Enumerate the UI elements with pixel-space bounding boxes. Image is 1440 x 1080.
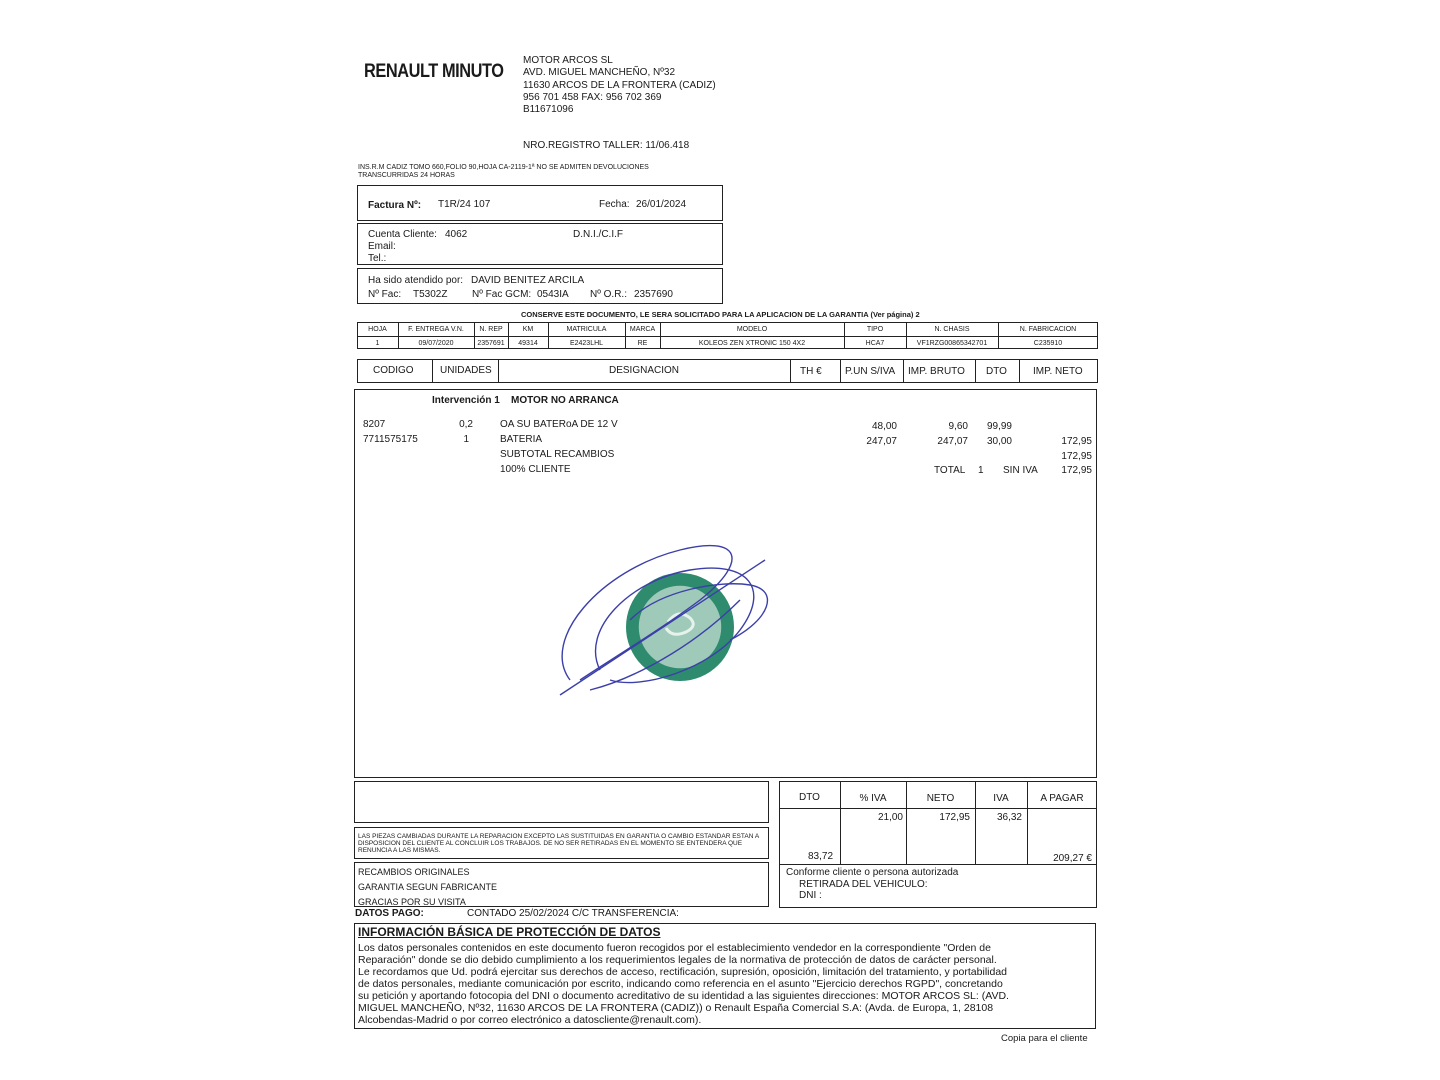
totals-apagar-header: A PAGAR <box>1040 793 1084 804</box>
privacy-line: Los datos personales contenidos en este documento fueron recogidos por el establecimiento vendedor en la correspondiente "Orden de <box>358 942 991 954</box>
legal-line-2: TRANSCURRIDAS 24 HORAS <box>358 172 455 179</box>
line-dto: 99,99 <box>986 421 1012 432</box>
totals-apagar: 209,27 € <box>1053 853 1092 864</box>
privacy-line: su petición y aportando fotocopia del DNI o documento acreditativo de su identidad a las siguientes direcciones: MOTOR ARCOS SL: (AVD. <box>358 990 1009 1002</box>
client-account: 4062 <box>445 229 468 240</box>
note-item: GRACIAS POR SU VISITA <box>358 897 466 907</box>
subtotal-value: 172,95 <box>1061 451 1092 462</box>
total-siniva: SIN IVA <box>1003 465 1038 476</box>
col-bruto: IMP. BRUTO <box>908 366 965 377</box>
vehicle-header-cell: N. FABRICACION <box>1019 326 1077 333</box>
invoice-box <box>357 185 723 221</box>
disclaimer-text: LAS PIEZAS CAMBIADAS DURANTE LA REPARACION EXCEPTO LAS SUSTITUIDAS EN GARANTIA O CAMBIO ESTANDAR ESTAN A DISPOSICION DEL CLIENTE AL CONCLUIR LOS TRABAJOS. DE NO SER RETIRADAS EN EL MOMENTO SE ENTENDERA QUE RENUNCIA A LAS MISMAS. <box>358 833 759 854</box>
line-bruto: 247,07 <box>937 436 968 447</box>
subtotal-label: SUBTOTAL RECAMBIOS <box>500 449 615 460</box>
conforme-line3: DNI : <box>799 890 822 901</box>
privacy-box <box>354 923 1096 1029</box>
vehicle-header-cell: MATRICULA <box>566 326 607 333</box>
vehicle-value-cell: 2357691 <box>477 340 505 347</box>
vehicle-value-cell: RE <box>637 340 648 347</box>
invoice-number-label: Factura Nº: <box>368 200 422 211</box>
invoice-date: 26/01/2024 <box>636 199 687 210</box>
workshop-registry: NRO.REGISTRO TALLER: 11/06.418 <box>523 140 690 151</box>
company-phone: 956 701 458 FAX: 956 702 369 <box>523 92 662 103</box>
signature-stamp <box>540 530 800 710</box>
col-designacion: DESIGNACION <box>609 365 680 376</box>
totals-iva: 36,32 <box>996 812 1022 823</box>
company-address2: 11630 ARCOS DE LA FRONTERA (CADIZ) <box>523 80 716 91</box>
company-name: MOTOR ARCOS SL <box>523 55 613 66</box>
or-value: 2357690 <box>634 289 673 300</box>
privacy-line: de datos personales, mediante comunicación por escrito, indicando como referencia en el asunto "Ejercicio derechos RGPD", concretando <box>358 978 1003 990</box>
vehicle-header-cell: MARCA <box>629 326 656 333</box>
payment-value: CONTADO 25/02/2024 C/C TRANSFERENCIA: <box>467 908 679 919</box>
vehicle-value-cell: KOLEOS ZEN XTRONIC 150 4X2 <box>698 340 806 347</box>
total-num: 1 <box>978 465 984 476</box>
vehicle-value-cell: 1 <box>375 340 380 347</box>
vehicle-header-cell: TIPO <box>866 326 884 333</box>
line-pun: 247,07 <box>866 436 897 447</box>
copy-note: Copia para el cliente <box>1001 1033 1088 1044</box>
totals-ivapct: 21,00 <box>877 812 903 823</box>
invoice-number: T1R/24 107 <box>438 199 491 210</box>
vehicle-header-cell: MODELO <box>736 326 768 333</box>
line-codigo: 7711575175 <box>363 434 418 445</box>
warranty-note: CONSERVE ESTE DOCUMENTO, LE SERA SOLICITADO PARA LA APLICACION DE LA GARANTIA (Ver página) 2 <box>521 310 920 319</box>
privacy-text <box>358 942 1009 1026</box>
intervention-label: Intervención 1 <box>432 395 500 406</box>
line-codigo: 8207 <box>363 419 386 430</box>
vehicle-value-cell: VF1RZG00865342701 <box>916 340 988 347</box>
client-tel-label: Tel.: <box>368 253 387 264</box>
col-unidades: UNIDADES <box>440 365 492 376</box>
company-stamp <box>626 573 734 681</box>
totals-neto-header: NETO <box>926 793 955 804</box>
conforme-line2: RETIRADA DEL VEHICULO: <box>799 879 928 890</box>
vehicle-header-cell: HOJA <box>368 326 387 333</box>
attended-box <box>357 268 723 304</box>
invoice-date-label: Fecha: <box>599 199 630 210</box>
line-bruto: 9,60 <box>948 421 968 432</box>
client-dni-label: D.N.I./C.I.F <box>573 229 623 240</box>
notes-empty-box <box>354 781 769 823</box>
col-codigo: CODIGO <box>373 365 414 376</box>
gcm-value: 0543IA <box>537 289 569 300</box>
company-address1: AVD. MIGUEL MANCHEÑO, Nº32 <box>523 67 676 78</box>
vehicle-value-cell: HCA7 <box>865 340 885 347</box>
vehicle-value-cell: 09/07/2020 <box>418 340 454 347</box>
privacy-line: MIGUEL MANCHEÑO, Nº32, 11630 ARCOS DE LA FRONTERA (CADIZ)) o Renault España Comercial S.A: (Avda. de Europa, 1, 28108 <box>358 1002 994 1014</box>
company-logo: RENAULT MINUTO <box>364 61 504 82</box>
legal-line-1: INS.R.M CADIZ TOMO 660,FOLIO 90,HOJA CA-2119-1ª NO SE ADMITEN DEVOLUCIONES <box>358 164 649 171</box>
totals-dto: 83,72 <box>808 851 834 862</box>
line-designacion: OA SU BATERoA DE 12 V <box>500 419 618 430</box>
payment-label: DATOS PAGO: <box>355 908 424 919</box>
conforme-line1: Conforme cliente o persona autorizada <box>786 867 959 878</box>
intervention-title: MOTOR NO ARRANCA <box>511 395 619 406</box>
privacy-line: Reparación" donde se dio debido cumplimiento a los requerimientos legales de la normativa de protección de datos de carácter personal. <box>358 954 997 966</box>
or-label: Nº O.R.: <box>590 289 627 300</box>
line-unidades: 1 <box>463 434 469 445</box>
col-neto: IMP. NETO <box>1033 366 1083 377</box>
attended-name: DAVID BENITEZ ARCILA <box>471 275 585 286</box>
client-account-label: Cuenta Cliente: <box>368 229 437 240</box>
vehicle-value-cell: C235910 <box>1033 340 1063 347</box>
privacy-title: INFORMACIÓN BÁSICA DE PROTECCIÓN DE DATOS <box>358 925 661 939</box>
vehicle-header-cell: N. REP <box>479 326 503 333</box>
gcm-label: Nº Fac GCM: <box>472 289 532 300</box>
total-value: 172,95 <box>1061 465 1092 476</box>
note-item: GARANTIA SEGUN FABRICANTE <box>358 882 498 892</box>
company-cif: B11671096 <box>523 104 574 115</box>
attended-label: Ha sido atendido por: <box>368 275 464 286</box>
cliente-percentage: 100% CLIENTE <box>500 464 571 475</box>
total-label: TOTAL <box>934 465 966 476</box>
note-item: RECAMBIOS ORIGINALES <box>358 867 470 877</box>
col-th: TH € <box>800 366 822 377</box>
vehicle-value-cell: 49314 <box>518 340 538 347</box>
col-pun: P.UN S/IVA <box>845 366 896 377</box>
privacy-line: Alcobendas-Madrid o por correo electrónico a datoscliente@renault.com). <box>358 1014 702 1026</box>
totals-iva-header: IVA <box>993 793 1009 804</box>
client-box <box>357 223 723 265</box>
vehicle-value-cell: E2423LHL <box>569 340 604 347</box>
totals-dto-header: DTO <box>799 792 820 803</box>
totals-ivapct-header: % IVA <box>859 793 887 804</box>
col-dto: DTO <box>986 366 1007 377</box>
client-email-label: Email: <box>368 241 396 252</box>
privacy-line: Le recordamos que Ud. podrá ejercitar sus derechos de acceso, rectificación, supresión, oposición, limitación del tratamiento, y portabilidad <box>358 966 1008 978</box>
vehicle-header-cell: N. CHASIS <box>934 326 970 333</box>
line-dto: 30,00 <box>986 436 1012 447</box>
line-neto: 172,95 <box>1061 436 1092 447</box>
totals-neto: 172,95 <box>939 812 970 823</box>
vehicle-header-cell: F. ENTREGA V.N. <box>408 326 464 333</box>
nfac-value: T5302Z <box>413 289 448 300</box>
disclaimer-box <box>354 827 769 859</box>
line-pun: 48,00 <box>871 421 897 432</box>
notes-box <box>354 862 769 907</box>
nfac-label: Nº Fac: <box>368 289 402 300</box>
line-unidades: 0,2 <box>459 419 473 430</box>
line-designacion: BATERIA <box>500 434 543 445</box>
vehicle-header-cell: KM <box>522 326 534 333</box>
